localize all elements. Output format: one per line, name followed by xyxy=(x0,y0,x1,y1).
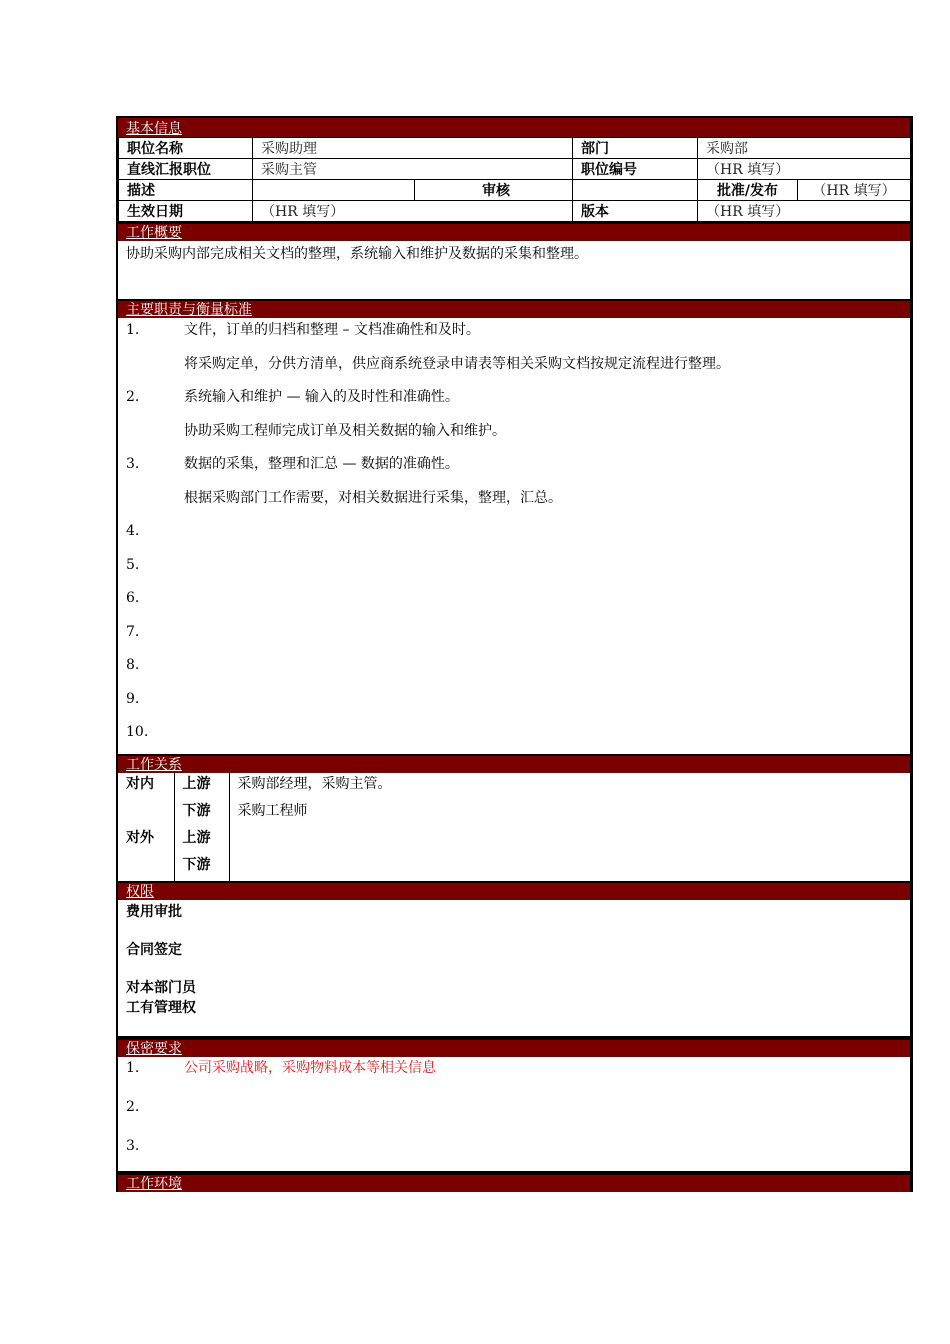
version-label: 版本 xyxy=(573,201,698,222)
duty-item xyxy=(126,452,902,486)
duty-item xyxy=(126,352,902,386)
duty-number: 10. xyxy=(126,724,149,740)
desc-label: 描述 xyxy=(119,180,253,201)
position-value: 采购助理 xyxy=(253,138,573,159)
duty-number xyxy=(126,419,184,453)
duty-item xyxy=(126,586,902,620)
duty-number: 5. xyxy=(126,556,140,573)
duty-item xyxy=(126,519,902,553)
table-row xyxy=(119,201,911,222)
relations-table xyxy=(118,773,910,881)
external-label: 对外 xyxy=(126,829,154,846)
internal-label: 对内 xyxy=(126,775,154,792)
authority-staff-line1: 对本部门员 xyxy=(126,979,196,996)
confidential-number: 3. xyxy=(126,1137,140,1154)
job-description-document xyxy=(116,116,913,1192)
duty-number: 6. xyxy=(126,590,140,606)
section-relations: 工作关系 xyxy=(118,754,910,773)
effective-value: （HR 填写） xyxy=(253,201,573,222)
authority-expense: 费用审批 xyxy=(126,903,182,920)
duty-text: 将采购定单，分供方清单，供应商系统登录申请表等相关采购文档按规定流程进行整理。 xyxy=(184,355,730,372)
confidential-text: 公司采购战略，采购物料成本等相关信息 xyxy=(184,1059,436,1076)
code-value: （HR 填写） xyxy=(698,159,911,180)
duty-number: 7. xyxy=(126,623,140,640)
duty-item xyxy=(126,318,902,352)
duty-text: 文件，订单的归档和整理 – 文档准确性和及时。 xyxy=(184,322,480,338)
external-upstream-value xyxy=(229,827,910,854)
duty-text: 协助采购工程师完成订单及相关数据的输入和维护。 xyxy=(184,422,506,439)
section-summary: 工作概要 xyxy=(118,222,910,241)
table-row xyxy=(118,854,910,881)
duty-text: 数据的采集，整理和汇总 — 数据的准确性。 xyxy=(184,456,459,472)
confidential-number: 2. xyxy=(126,1098,140,1115)
duty-item xyxy=(126,720,902,754)
external-downstream-value xyxy=(229,854,910,881)
position-label: 职位名称 xyxy=(119,138,253,159)
approve-value: （HR 填写） xyxy=(798,180,911,201)
duty-text xyxy=(184,620,902,654)
duty-number: 4. xyxy=(126,523,140,539)
code-label: 职位编号 xyxy=(573,159,698,180)
desc-value xyxy=(253,180,415,201)
effective-label: 生效日期 xyxy=(119,201,253,222)
internal-upstream-value: 采购部经理，采购主管。 xyxy=(237,775,392,792)
authority-contract: 合同签定 xyxy=(126,941,182,958)
section-confidential: 保密要求 xyxy=(118,1038,910,1057)
duty-item xyxy=(126,486,902,520)
table-row xyxy=(119,159,911,180)
dept-label: 部门 xyxy=(573,138,698,159)
report-label: 直线汇报职位 xyxy=(119,159,253,180)
section-duties: 主要职责与衡量标准 xyxy=(118,299,910,318)
confidential-item xyxy=(126,1096,902,1135)
duty-number: 3. xyxy=(126,456,140,472)
duty-text xyxy=(184,653,902,687)
external-downstream-label: 下游 xyxy=(174,854,229,881)
table-row xyxy=(119,180,911,201)
duty-text xyxy=(184,519,902,553)
section-environment: 工作环境 xyxy=(118,1173,910,1192)
authority-block xyxy=(118,900,910,1038)
version-value: （HR 填写） xyxy=(698,201,911,222)
duty-item xyxy=(126,620,902,654)
duty-number: 1. xyxy=(126,322,140,338)
duty-number: 2. xyxy=(126,389,140,405)
duty-item xyxy=(126,419,902,453)
duty-item xyxy=(126,553,902,587)
table-row xyxy=(118,773,910,800)
empty-cell xyxy=(118,854,174,881)
table-row xyxy=(118,800,910,827)
summary-text: 协助采购内部完成相关文档的整理，系统输入和维护及数据的采集和整理。 xyxy=(126,246,588,262)
review-label: 审核 xyxy=(415,180,573,201)
duty-number xyxy=(126,352,184,386)
duty-number: 9. xyxy=(126,690,140,707)
authority-staff-line2: 工有管理权 xyxy=(126,999,196,1016)
confidential-number: 1. xyxy=(126,1059,140,1076)
confidential-item xyxy=(126,1135,902,1174)
duty-text xyxy=(184,586,902,620)
duty-item xyxy=(126,385,902,419)
internal-upstream-label: 上游 xyxy=(174,773,229,800)
duty-text: 根据采购部门工作需要，对相关数据进行采集，整理，汇总。 xyxy=(184,489,562,506)
approve-label: 批准/发布 xyxy=(698,180,798,201)
basic-info-table xyxy=(118,137,911,222)
external-upstream-label: 上游 xyxy=(174,827,229,854)
duty-text xyxy=(184,687,902,721)
confidential-item xyxy=(126,1057,902,1096)
internal-downstream-value: 采购工程师 xyxy=(237,802,308,819)
duty-number: 8. xyxy=(126,657,140,673)
empty-cell xyxy=(118,800,174,827)
duty-text xyxy=(184,720,902,754)
section-authority: 权限 xyxy=(118,881,910,900)
internal-downstream-label: 下游 xyxy=(174,800,229,827)
review-value xyxy=(573,180,698,201)
section-basic-info: 基本信息 xyxy=(118,116,910,137)
duty-text xyxy=(184,553,902,587)
duty-number xyxy=(126,486,184,520)
duty-text: 系统输入和维护 — 输入的及时性和准确性。 xyxy=(184,389,459,405)
dept-value: 采购部 xyxy=(698,138,911,159)
confidential-list xyxy=(118,1057,910,1173)
duty-item xyxy=(126,687,902,721)
table-row xyxy=(118,827,910,854)
duty-item xyxy=(126,653,902,687)
duties-list xyxy=(118,318,910,754)
table-row xyxy=(119,138,911,159)
report-value: 采购主管 xyxy=(253,159,573,180)
